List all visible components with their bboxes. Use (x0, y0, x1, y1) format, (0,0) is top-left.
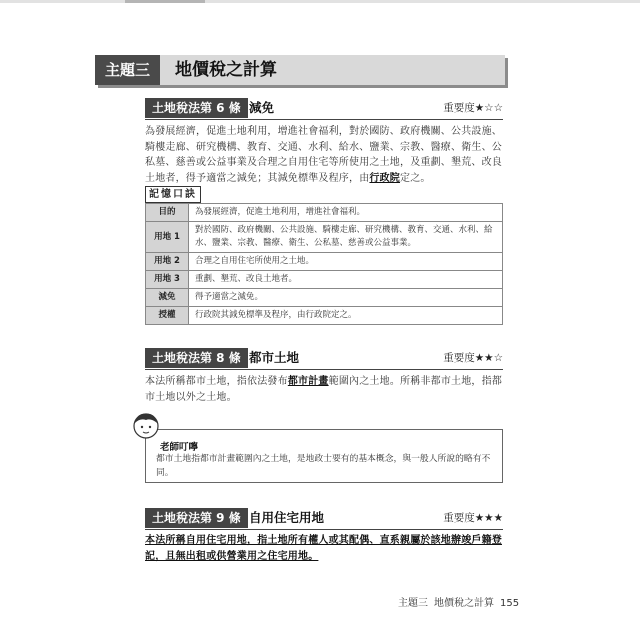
teacher-avatar-icon (131, 411, 161, 441)
row-value: 對於國防、政府機關、公共設施、騎樓走廊、研究機構、教育、交通、水利、給水、鹽業、宗教、醫療、衛生、公私墓、慈善或公益事業。 (189, 222, 503, 253)
article-text-9 (145, 533, 503, 564)
star-rating-icon: ★☆☆ (474, 102, 503, 114)
row-key: 授權 (146, 307, 189, 325)
article-emphasis: 本法所稱自用住宅用地，指土地所有權人或其配偶、直系親屬於該地辦竣戶籍登記，且無出租或供營業用之住宅用地。 (145, 535, 502, 562)
page (95, 0, 545, 640)
table-row (146, 307, 503, 325)
row-key: 用地 3 (146, 271, 189, 289)
chapter-title: 地價稅之計算 (175, 60, 277, 80)
importance-rating (443, 508, 503, 528)
footer-chapter: 主題三 (398, 598, 428, 609)
article-law: 土地稅法第 6 條 (145, 98, 248, 118)
article-text-end: 範圍內之土地。所稱非都市土地，指都市土地以外之土地。 (145, 376, 503, 403)
importance-rating (443, 348, 503, 368)
article-title: 自用住宅用地 (249, 510, 325, 525)
row-value: 重劃、墾荒、改良土地者。 (189, 271, 503, 289)
article-text: 為發展經濟，促進土地利用，增進社會福利，對於國防、政府機關、公共設施、騎樓走廊、研究機構、教育、交通、水利、給水、鹽業、宗教、醫療、衛生、公私墓、慈善或公益事業及合理之自用住宅等所使用之土地，及重劃、墾荒、改良土地者，得予適當之減免；其減免標準及程序，由 (145, 126, 502, 184)
note-text: 都市土地指都市計畫範圍內之土地，是地政士要有的基本概念，與一般人所說的略有不同。 (156, 454, 491, 478)
article-text-8 (145, 374, 503, 405)
row-value: 為發展經濟，促進土地利用，增進社會福利。 (189, 204, 503, 222)
article-text-end: 定之。 (400, 172, 431, 184)
page-footer (398, 594, 519, 609)
article-header-8 (145, 348, 503, 368)
importance-label: 重要度 (443, 352, 475, 364)
table-row (146, 271, 503, 289)
row-key: 用地 1 (146, 222, 189, 253)
article-title: 減免 (249, 100, 275, 115)
article-emphasis: 行政院 (369, 172, 401, 184)
table-row (146, 289, 503, 307)
chapter-header (95, 55, 505, 85)
divider (145, 529, 503, 530)
importance-label: 重要度 (443, 512, 475, 524)
article-text: 本法所稱都市土地，指依法發布 (145, 376, 288, 387)
row-key: 目的 (146, 204, 189, 222)
teacher-note (145, 429, 503, 483)
divider (145, 119, 503, 120)
table-row (146, 253, 503, 271)
star-rating-icon: ★★☆ (474, 352, 503, 364)
row-value: 合理之自用住宅所使用之土地。 (189, 253, 503, 271)
table-row (146, 222, 503, 253)
row-value: 得予適當之減免。 (189, 289, 503, 307)
row-key: 減免 (146, 289, 189, 307)
memo-tag: 記憶口訣 (145, 186, 201, 203)
summary-table (145, 203, 503, 325)
divider (145, 369, 503, 370)
importance-rating (443, 98, 503, 118)
importance-label: 重要度 (443, 102, 475, 114)
footer-title: 地價稅之計算 (434, 598, 494, 609)
chapter-label: 主題三 (95, 55, 160, 85)
article-emphasis: 都市計畫 (287, 376, 329, 387)
article-title: 都市土地 (249, 350, 300, 365)
article-law: 土地稅法第 8 條 (145, 348, 248, 368)
row-key: 用地 2 (146, 253, 189, 271)
article-text-6 (145, 124, 503, 186)
page-number: 155 (500, 598, 520, 609)
note-title: 老師叮嚀 (158, 439, 200, 453)
article-law: 土地稅法第 9 條 (145, 508, 248, 528)
table-row (146, 204, 503, 222)
article-header-6 (145, 98, 503, 118)
star-rating-icon: ★★★ (474, 512, 503, 524)
article-header-9 (145, 508, 503, 528)
row-value: 行政院其減免標準及程序，由行政院定之。 (189, 307, 503, 325)
